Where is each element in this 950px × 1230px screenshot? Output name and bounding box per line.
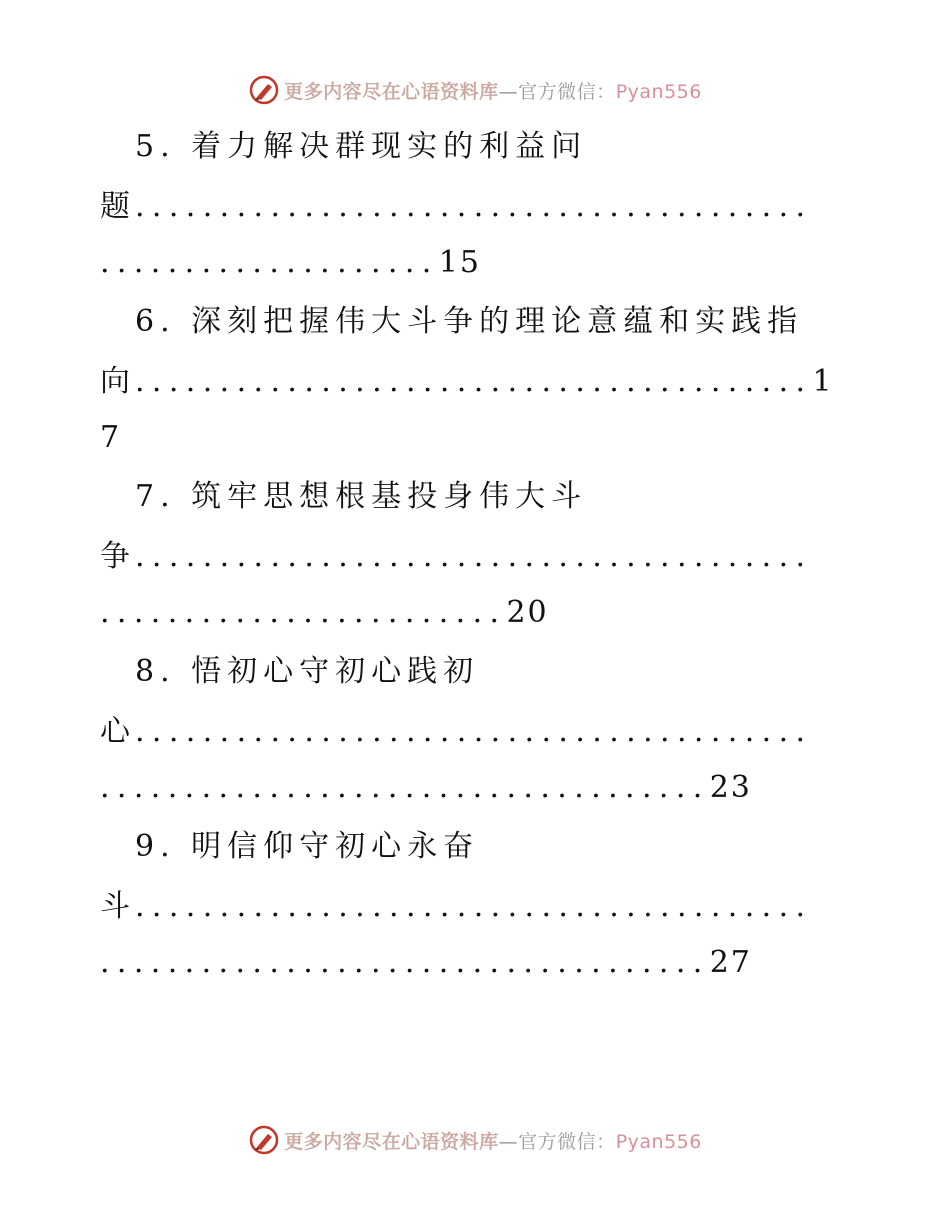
toc-entry-title[interactable]: 6. 深刻把握伟大斗争的理论意蕴和实践指 <box>135 304 804 339</box>
toc-entry-line <box>100 768 845 808</box>
watermark-official: 官方微信： <box>518 80 616 103</box>
toc-entry-line <box>100 712 845 752</box>
toc-entry-line <box>100 887 845 927</box>
toc-page-number: 1 <box>812 364 834 399</box>
toc-entry-line <box>100 187 845 227</box>
watermark-site: 更多内容尽在心语资料库 <box>284 80 499 103</box>
watermark-dash: — <box>498 1130 519 1153</box>
watermark-banner-top <box>0 70 950 110</box>
watermark-site: 更多内容尽在心语资料库 <box>284 1130 499 1153</box>
toc-leader-dots: ........................................ <box>135 889 813 924</box>
toc-entry-line <box>100 537 845 577</box>
toc-entry-title[interactable]: 8. 悟初心守初心践初 <box>135 654 480 689</box>
toc-entry-line <box>100 418 845 458</box>
toc-entry-line <box>100 593 845 633</box>
toc-page-number: 15 <box>438 245 481 280</box>
watermark-official: 官方微信： <box>518 1130 616 1153</box>
toc-entry-char: 题 <box>100 189 135 224</box>
toc-entry-line <box>100 362 845 402</box>
toc-entry-char: 向 <box>100 364 135 399</box>
toc-entry-title[interactable]: 9. 明信仰守初心永奋 <box>135 829 480 864</box>
toc-entry-title[interactable]: 5. 着力解决群现实的利益问 <box>135 129 588 164</box>
toc-page-number: 7 <box>100 420 122 455</box>
toc-leader-dots: .................................... <box>100 945 710 980</box>
toc-entry-char: 争 <box>100 539 135 574</box>
toc-page-number: 20 <box>506 595 549 630</box>
toc-entry-char: 斗 <box>100 889 135 924</box>
toc-leader-dots: ........................................ <box>135 539 813 574</box>
watermark-text <box>284 1127 702 1154</box>
watermark-wechat: Pyan556 <box>615 80 702 103</box>
pen-logo-icon <box>248 1124 280 1156</box>
toc-leader-dots: .................... <box>100 245 439 280</box>
toc-leader-dots: ........................ <box>100 595 507 630</box>
watermark-dash: — <box>498 80 519 103</box>
toc-page-number: 27 <box>709 945 752 980</box>
toc-page-number: 23 <box>709 770 752 805</box>
pen-logo-icon <box>248 74 280 106</box>
watermark-banner-bottom <box>0 1120 950 1160</box>
toc-leader-dots: ........................................ <box>135 364 813 399</box>
watermark-wechat: Pyan556 <box>615 1130 702 1153</box>
toc-leader-dots: ........................................ <box>135 189 813 224</box>
toc-entry-line <box>100 943 845 983</box>
toc-leader-dots: ........................................ <box>135 714 813 749</box>
watermark-text <box>284 77 702 104</box>
toc-leader-dots: .................................... <box>100 770 710 805</box>
toc-entry-char: 心 <box>100 714 135 749</box>
toc-entry-title[interactable]: 7. 筑牢思想根基投身伟大斗 <box>135 479 588 514</box>
toc-entry-line <box>100 243 845 283</box>
